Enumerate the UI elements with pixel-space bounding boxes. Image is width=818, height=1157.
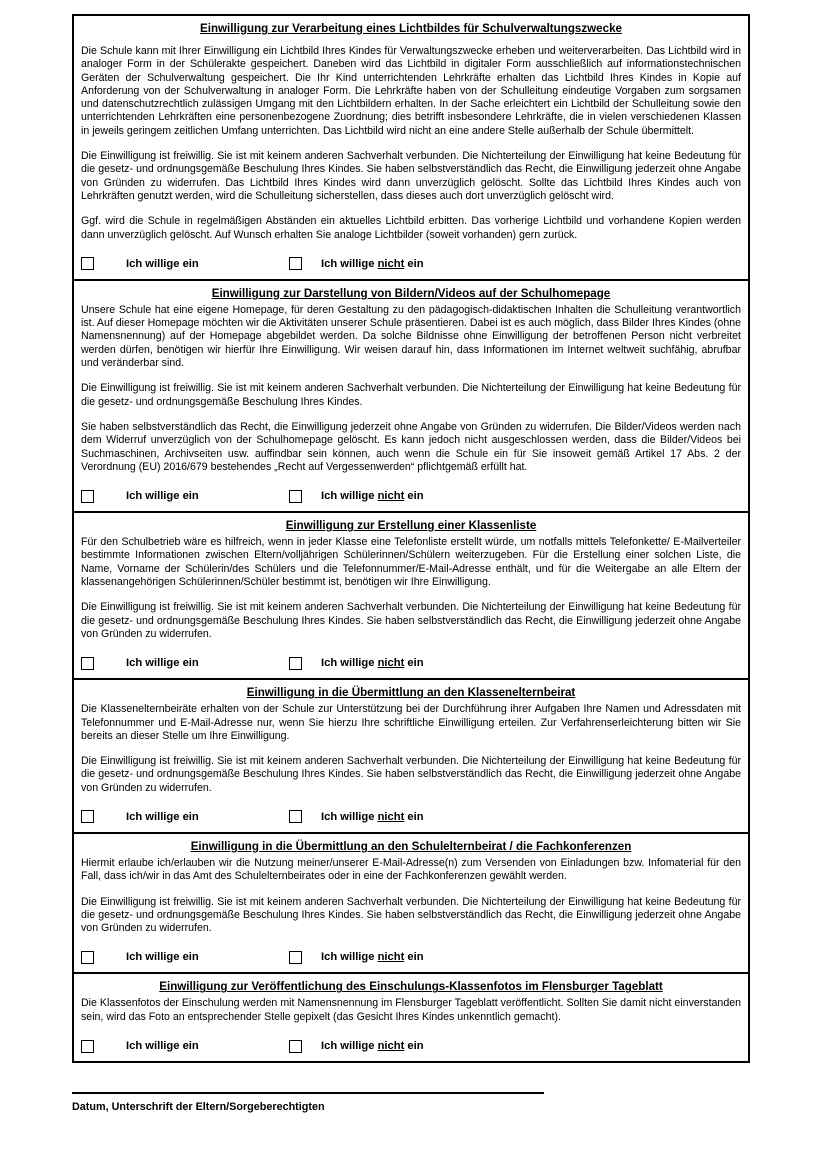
consent-no-checkbox[interactable] [289,657,302,670]
section-title: Einwilligung zur Veröffentlichung des Einschulungs-Klassenfotos im Flensburger Tageblatt [159,980,663,994]
consent-row [81,807,741,827]
section-title: Einwilligung in die Übermittlung an den Klassenelternbeirat [246,686,576,700]
section-klassenelternbeirat [72,678,750,834]
consent-yes-label: Ich willige ein [126,1040,199,1053]
paragraph: Die Einwilligung ist freiwillig. Sie ist mit keinem anderen Sachverhalt verbunden. Die Nichterteilung der Einwilligung hat keine Bedeutung für die gesetz- und ordnungsgemäße Beschulung Ihres Kindes. Sie haben selbstverständlich das Recht, die Einwilligung jederzeit ohne Angabe von Gründen zu widerrufen. [81,895,741,935]
paragraph: Die Schule kann mit Ihrer Einwilligung ein Lichtbild Ihres Kindes für Verwaltungszwecke erheben und weiterverarbeiten. Das Lichtbild wird in analoger Form in der Schülerakte gespeichert. Daneben wird das Lichtbild in digitaler Form ausschließlich auf informationstechnischen Geräten der Schulverwaltung gespeichert. Die Ihr Kind unterrichtenden Lehrkräfte erhalten das Lichtbild Ihres Kindes in Kopie auf Anforderung von der Schulverwaltung in analoger Form. Die Lehrkräfte haben von der Schulleitung eindeutige Vorgaben zum sorgsamen und datenschutzrechtlich zulässigen Umgang mit den Lichtbildern erhalten. In der Sache erleichtert ein Lichtbild der Schulleitung sowie den unterrichtenden Lehrkräften eine personenbezogene Zuordnung; dies betrifft insbesondere Lehrkräfte, die in vielen verschiedenen Klassen in jeweils geringem zeitlichen Umfang unterrichten. Das Lichtbild wird nicht an eine andere Stelle außerhalb der Schule übermittelt. [81,45,741,137]
consent-yes-checkbox[interactable] [81,951,94,964]
paragraph: Unsere Schule hat eine eigene Homepage, für deren Gestaltung zu den pädagogisch-didaktischen Inhalten die Schulleitung verantwortlich ist. Auf dieser Homepage möchten wir die Aktivitäten unserer Schule präsentieren. Dabei ist es auch möglich, dass Bilder Ihres Kindes (ohne Namensnennung) auf der Homepage abgebildet werden. Da solche Bildnisse ohne Einwilligung der betroffenen Person nicht verbreitet werden dürfen, benötigen wir hierfür Ihre Einwilligung. Wir weisen darauf hin, dass Informationen im Internet weltweit suchfähig, abrufbar und veränderbar sind. [81,303,741,370]
consent-yes-checkbox[interactable] [81,657,94,670]
consent-no-label-part-underlined: nicht [377,257,405,270]
consent-no-checkbox[interactable] [289,1040,302,1053]
consent-no-checkbox[interactable] [289,810,302,823]
consent-no-label-part-underlined: nicht [377,810,405,823]
signature-line[interactable] [72,1092,544,1094]
consent-no-checkbox[interactable] [289,257,302,270]
signature-label: Datum, Unterschrift der Eltern/Sorgeberechtigten [72,1101,325,1114]
consent-no-label-part-underlined: nicht [377,490,405,503]
signature-area [72,1092,750,1113]
consent-row [81,1036,741,1056]
section-flensburger-tageblatt [72,972,750,1063]
consent-no-label [321,490,424,502]
consent-yes-checkbox[interactable] [81,490,94,503]
consent-yes-label: Ich willige ein [126,951,199,964]
paragraph: Für den Schulbetrieb wäre es hilfreich, wenn in jeder Klasse eine Telefonliste erstellt würde, um notfalls mittels Telefonkette/ E-Mailverteiler bestimmte Informationen zwischen Eltern/volljährigen Schülerinnen/Schülern weiterzugeben. Für die Erstellung einer solchen Liste, die Name, Vorname der Schülerin/des Schülers und die Telefonnummer/E-Mail-Adresse enthält, und für die Weitergabe an alle Eltern der klassenangehörigen Schülerinnen/Schüler bestimmt ist, benötigen wir Ihre Einwilligung. [81,536,741,589]
paragraph: Die Einwilligung ist freiwillig. Sie ist mit keinem anderen Sachverhalt verbunden. Die Nichterteilung der Einwilligung hat keine Bedeutung für die gesetz- und ordnungsgemäße Beschulung Ihres Kindes. [81,382,741,408]
consent-row [81,653,741,673]
section-title: Einwilligung zur Erstellung einer Klassenliste [285,519,537,533]
paragraph: Die Klassenfotos der Einschulung werden mit Namensnennung im Flensburger Tageblatt veröffentlicht. Sollten Sie damit nicht einverstanden sein, wird das Foto an entsprechender Stelle gepixelt (das Gesicht Ihres Kindes unkenntlich gemacht). [81,997,741,1023]
consent-no-label-part: ein [404,257,424,270]
paragraph: Die Klassenelternbeiräte erhalten von der Schule zur Unterstützung bei der Durchführung ihrer Aufgaben Ihre Namen und Adressdaten mit Telefonnummer und E-Mail-Adresse nur, wenn Sie hierzu Ihre schriftliche Einwilligung erteilen. Zur Verfahrenserleichterung bitten wir Sie bereits an dieser Stelle um Ihre Einwilligung. [81,703,741,742]
consent-no-label [321,258,424,270]
section-title: Einwilligung in die Übermittlung an den Schulelternbeirat / die Fachkonferenzen [190,839,632,853]
consent-no-label-part-underlined: nicht [377,951,405,964]
consent-no-label-part-underlined: nicht [377,1040,405,1053]
consent-no-label-part: Ich willige [321,951,378,964]
paragraph: Die Einwilligung ist freiwillig. Sie ist mit keinem anderen Sachverhalt verbunden. Die Nichterteilung der Einwilligung hat keine Bedeutung für die gesetz- und ordnungsgemäße Beschulung Ihres Kindes. Sie haben selbstverständlich das Recht, die Einwilligung jederzeit ohne Angabe von Gründen zu widerrufen. Das Lichtbild Ihres Kindes wird dann unverzüglich gelöscht. Sollte das Lichtbild Ihres Kindes auch von Lehrkräften genutzt werden, wird die Schulleitung sicherstellen, dass dieses auch dort unverzüglich gelöscht wird. [81,150,741,202]
consent-no-label-part: Ich willige [321,1040,378,1053]
consent-no-label-part: Ich willige [321,657,378,670]
consent-yes-checkbox[interactable] [81,257,94,270]
consent-yes-checkbox[interactable] [81,810,94,823]
consent-no-label-part: ein [404,490,424,503]
consent-no-label-part: ein [404,1040,424,1053]
consent-row [81,486,741,506]
consent-no-checkbox[interactable] [289,951,302,964]
consent-no-label-part: Ich willige [321,490,378,503]
consent-no-label-part: ein [404,951,424,964]
section-schulhomepage [72,279,750,513]
consent-no-checkbox[interactable] [289,490,302,503]
consent-yes-checkbox[interactable] [81,1040,94,1053]
paragraph: Hiermit erlaube ich/erlauben wir die Nutzung meiner/unserer E-Mail-Adresse(n) zum Versenden von Einladungen bzw. Infomaterial für den Fall, dass ich/wir in das Amt des Schulelternbeirates oder in eine der Fachkonferenzen gewählt werden. [81,856,741,883]
consent-form-page [72,14,750,1113]
section-klassenliste [72,511,750,680]
section-schulelternbeirat [72,832,750,974]
consent-no-label-part-underlined: nicht [377,657,405,670]
paragraph: Sie haben selbstverständlich das Recht, die Einwilligung jederzeit ohne Angabe von Gründen zu widerrufen. Die Bilder/Videos werden nach dem Widerruf unverzüglich von der Schulhomepage gelöscht. Es kann jedoch nicht ausgeschlossen werden, dass die Bilder/Videos bei Suchmaschinen, Archivseiten usw. auffindbar sein können, auch wenn die Schule ein für Sie insoweit gemäß Artikel 17 Abs. 2 der Verordnung (EU) 2016/679 bestehendes „Recht auf Vergessenwerden“ pflichtgemäß erfüllt hat. [81,420,741,473]
paragraph: Die Einwilligung ist freiwillig. Sie ist mit keinem anderen Sachverhalt verbunden. Die Nichterteilung der Einwilligung hat keine Bedeutung für die gesetz- und ordnungsgemäße Beschulung Ihres Kindes. Sie haben selbstverständlich das Recht, die Einwilligung jederzeit ohne Angabe von Gründen zu widerrufen. [81,601,741,640]
section-title: Einwilligung zur Darstellung von Bildern/Videos auf der Schulhomepage [211,286,611,300]
paragraph: Ggf. wird die Schule in regelmäßigen Abständen ein aktuelles Lichtbild erbitten. Das vorherige Lichtbild und vorhandene Kopien werden dann unverzüglich gelöscht. Auf Wunsch erhalten Sie analoge Lichtbilder (soweit vorhanden) gern zurück. [81,215,741,241]
consent-row [81,254,741,274]
consent-no-label-part: Ich willige [321,810,378,823]
consent-no-label-part: ein [404,810,424,823]
consent-no-label [321,1040,424,1052]
consent-yes-label: Ich willige ein [126,490,199,503]
section-title: Einwilligung zur Verarbeitung eines Lichtbildes für Schulverwaltungszwecke [200,22,622,35]
consent-yes-label: Ich willige ein [126,810,199,823]
consent-yes-label: Ich willige ein [126,257,199,270]
consent-row [81,947,741,967]
consent-no-label [321,657,424,669]
consent-no-label-part: Ich willige [321,257,378,270]
consent-no-label-part: ein [404,657,424,670]
paragraph: Die Einwilligung ist freiwillig. Sie ist mit keinem anderen Sachverhalt verbunden. Die Nichterteilung der Einwilligung hat keine Bedeutung für die gesetz- und ordnungsgemäße Beschulung Ihres Kindes. Sie haben selbstverständlich das Recht, die Einwilligung jederzeit ohne Angabe von Gründen zu widerrufen. [81,755,741,794]
section-lichtbild-schulverwaltung [72,14,750,281]
consent-no-label [321,951,424,963]
consent-no-label [321,811,424,823]
consent-yes-label: Ich willige ein [126,657,199,670]
